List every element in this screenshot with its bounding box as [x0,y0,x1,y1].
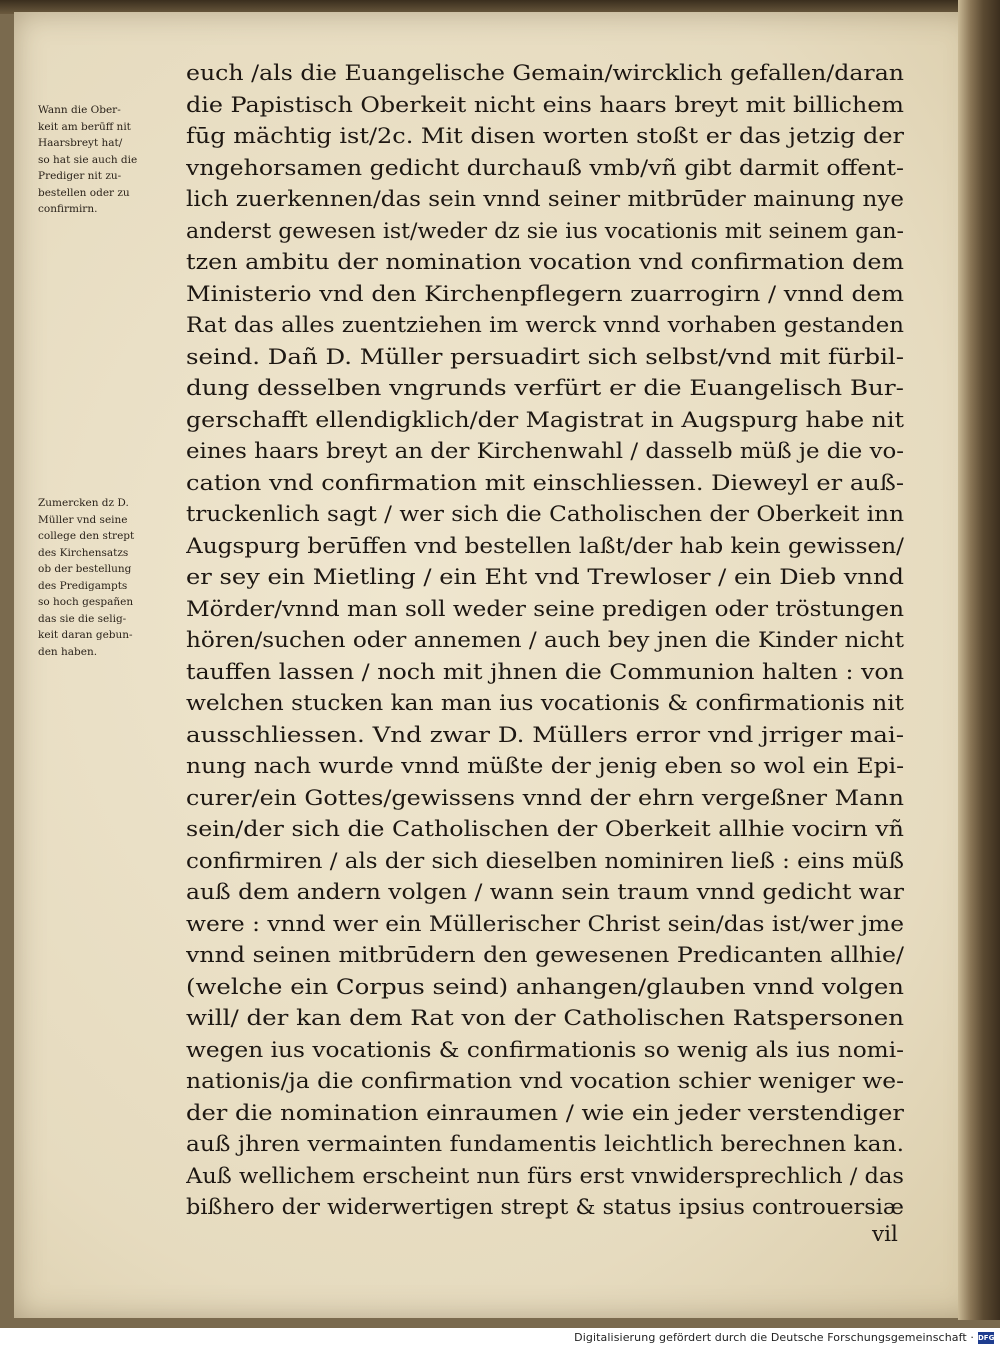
text-line: seind. Dañ D. Müller persuadirt sich selbst/vnd mit fürbil- [186,344,904,370]
body-text [186,58,910,1224]
text-line: Auß wellichem erscheint nun fürs erst vnwidersprechlich / das [186,1163,904,1189]
margin-note-line: Wann die Ober- [38,104,121,116]
text-line: eines haars breyt an der Kirchenwahl / dasselb müß je die vo- [186,439,904,464]
text-line: anderst gewesen ist/weder dz sie ius vocationis mit seinem gan- [186,218,904,244]
text-line: will/ der kan dem Rat von der Catholischen Ratspersonen [186,1006,904,1031]
text-line: Rat das alles zuentziehen im werck vnnd vorhaben gestanden [186,313,904,338]
text-line: (welche ein Corpus seind) anhangen/glauben vnnd volgen [186,974,904,1000]
margin-note-line: so hoch gespañen [38,596,134,608]
margin-note-line: Zumercken dz D. [38,497,129,509]
text-line: cation vnd confirmation mit einschliessen. Dieweyl er auß- [186,470,904,496]
text-line: hören/suchen oder annemen / auch bey jnen die Kinder nicht [186,628,904,653]
catchword: vil [872,1222,898,1247]
margin-note-line: des Predigampts [38,579,128,592]
margin-note-line: bestellen oder zu [38,186,130,199]
text-line: euch /als die Euangelische Gemain/wircklich gefallen/daran [186,61,904,86]
margin-note-line: Müller vnd seine [38,513,128,526]
text-line: vnnd seinen mitbrūdern den gewesenen Predicanten allhie/ [186,943,904,968]
dfg-logo: DFG [978,1334,995,1342]
text-line: die Papistisch Oberkeit nicht eins haars breyt mit billichem [186,92,904,118]
text-line: vngehorsamen gedicht durchauß vmb/vñ gibt darmit offent- [186,155,904,181]
text-line: bißhero der widerwertigen strept & status ipsius controuersiæ [186,1195,905,1220]
margin-note-line: keit daran gebun- [38,629,133,641]
book-spine-edge [958,0,1000,1320]
text-line: auß jhren vermainten fundamentis leichtlich berechnen kan. [186,1132,904,1157]
text-line: nationis/ja die confirmation vnd vocation schier weniger we- [186,1069,904,1094]
text-line: fūg mächtig ist/2c. Mit disen worten stoßt er das jetzig der [186,124,904,149]
text-line: Mörder/vnnd man soll weder seine predigen oder tröstungen [186,596,904,622]
margin-note-line: keit am berūff nit [38,120,131,133]
text-line: wegen ius vocationis & confirmationis so wenig als ius nomi- [186,1037,904,1063]
margin-note-line: des Kirchensatzs [38,546,129,559]
text-line: ausschliessen. Vnd zwar D. Müllers error vnd jrriger mai- [186,722,905,748]
margin-note-line: Haarsbreyt hat/ [38,137,123,149]
margin-note-1 [38,102,180,218]
text-line: Augspurg berūffen vnd bestellen laßt/der hab kein gewissen/ [186,533,904,559]
text-line: were : vnnd wer ein Müllerischer Christ sein/das ist/wer jme [186,911,904,937]
text-line: Ministerio vnd den Kirchenpflegern zuarrogirn / vnnd dem [186,281,904,307]
margin-note-line: so hat sie auch die [38,153,138,166]
text-line: lich zuerkennen/das sein vnnd seiner mitbrūder mainung nye [186,187,904,212]
margin-note-line: college den strept [38,530,135,542]
margin-note-line: Prediger nit zu- [38,170,122,182]
margin-note-2 [38,495,180,660]
text-line: curer/ein Gottes/gewissens vnnd der ehrn vergeßner Mann [186,785,904,811]
text-line: tauffen lassen / noch mit jhnen die Communion halten : von [186,659,904,685]
margin-note-line: den haben. [38,645,98,658]
margin-note-line: ob der bestellung [38,563,132,575]
margin-note-line: confirmirn. [38,203,98,215]
text-line: confirmiren / als der sich dieselben nominiren ließ : eins müß [186,848,904,874]
text-line: truckenlich sagt / wer sich die Catholischen der Oberkeit inn [186,502,904,527]
margin-note-line: das sie die selig- [38,612,127,625]
text-line: welchen stucken kan man ius vocationis & confirmationis nit [186,691,905,716]
text-line: dung desselben vngrunds verfürt er die Euangelisch Bur- [186,376,904,401]
funding-credit: Digitalisierung gefördert durch die Deutsche Forschungsgemeinschaft · [574,1331,974,1344]
text-line: nung nach wurde vnnd müßte der jenig eben so wol ein Epi- [186,754,904,779]
text-line: er sey ein Mietling / ein Eht vnd Trewloser / ein Dieb vnnd [186,565,904,590]
text-line: der die nomination einraumen / wie ein jeder verstendiger [186,1100,904,1126]
text-line: auß dem andern volgen / wann sein traum vnnd gedicht war [186,880,904,905]
text-line: tzen ambitu der nomination vocation vnd confirmation dem [186,250,904,275]
text-line: sein/der sich die Catholischen der Oberkeit allhie vocirn vñ [186,817,904,842]
text-line: gerschafft ellendigklich/der Magistrat in Augspurg habe nit [186,407,904,433]
